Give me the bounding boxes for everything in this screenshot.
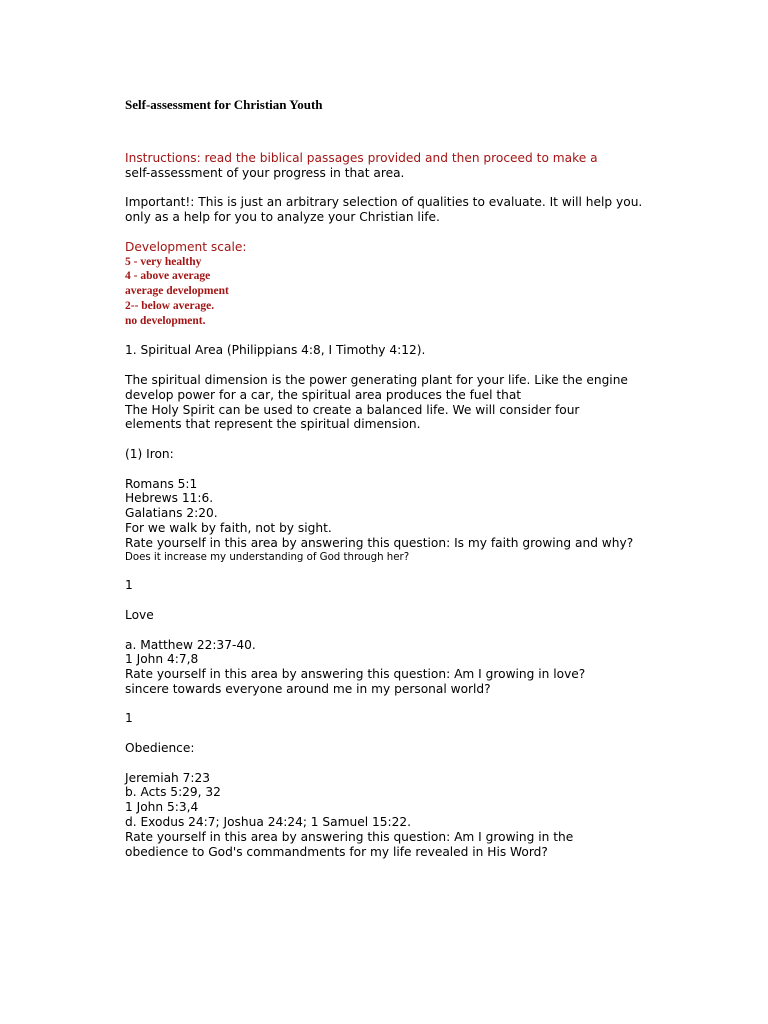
obedience-question: Rate yourself in this area by answering this question: Am I growing in the [125,829,574,844]
important-line-1: Important!: This is just an arbitrary selection of qualities to evaluate. It will help you. [125,195,643,210]
iron-heading: (1) Iron: [125,446,174,461]
scale-item: 4 - above average [125,270,211,283]
love-question-2: sincere towards everyone around me in my personal world? [125,681,491,696]
spiritual-heading: 1. Spiritual Area (Philippians 4:8, I Timothy 4:12). [125,343,426,358]
instructions-line-1: Instructions: read the biblical passages provided and then proceed to make a [125,151,598,165]
page-title: Self-assessment for Christian Youth [125,97,323,112]
spiritual-paragraph-line: elements that represent the spiritual dimension. [125,417,421,432]
scale-item: 2-- below average. [125,299,215,312]
iron-rating: 1 [125,578,133,593]
instructions-line-2: self-assessment of your progress in that area. [125,165,405,180]
obedience-ref: b. Acts 5:29, 32 [125,785,221,800]
iron-ref: Galatians 2:20. [125,506,218,521]
iron-subquestion: Does it increase my understanding of God through her? [125,551,410,563]
scale-item: 5 - very healthy [125,255,202,268]
obedience-ref: Jeremiah 7:23 [125,770,211,785]
document-page [125,96,685,859]
iron-ref: Hebrews 11:6. [125,491,214,506]
spiritual-paragraph-line: develop power for a car, the spiritual area produces the fuel that [125,387,522,402]
love-ref: a. Matthew 22:37-40. [125,637,256,652]
love-heading: Love [125,607,154,622]
obedience-ref: 1 John 5:3,4 [125,800,199,815]
scale-heading: Development scale: [125,239,247,254]
important-line-2: only as a help for you to analyze your Christian life. [125,210,440,225]
iron-quote: For we walk by faith, not by sight. [125,520,332,535]
scale-item: average development [125,285,229,298]
spiritual-paragraph-line: The Holy Spirit can be used to create a balanced life. We will consider four [125,402,580,417]
obedience-ref: d. Exodus 24:7; Joshua 24:24; 1 Samuel 15:22. [125,815,411,830]
spiritual-paragraph-line: The spiritual dimension is the power generating plant for your life. Like the engine [125,372,628,387]
love-question: Rate yourself in this area by answering this question: Am I growing in love? [125,667,586,682]
obedience-question-2: obedience to God's commandments for my life revealed in His Word? [125,844,548,859]
iron-ref: Romans 5:1 [125,476,198,491]
scale-item: no development. [125,314,206,327]
iron-question: Rate yourself in this area by answering this question: Is my faith growing and why? [125,535,634,550]
love-ref: 1 John 4:7,8 [125,652,199,667]
obedience-heading: Obedience: [125,741,195,756]
love-rating: 1 [125,711,133,726]
